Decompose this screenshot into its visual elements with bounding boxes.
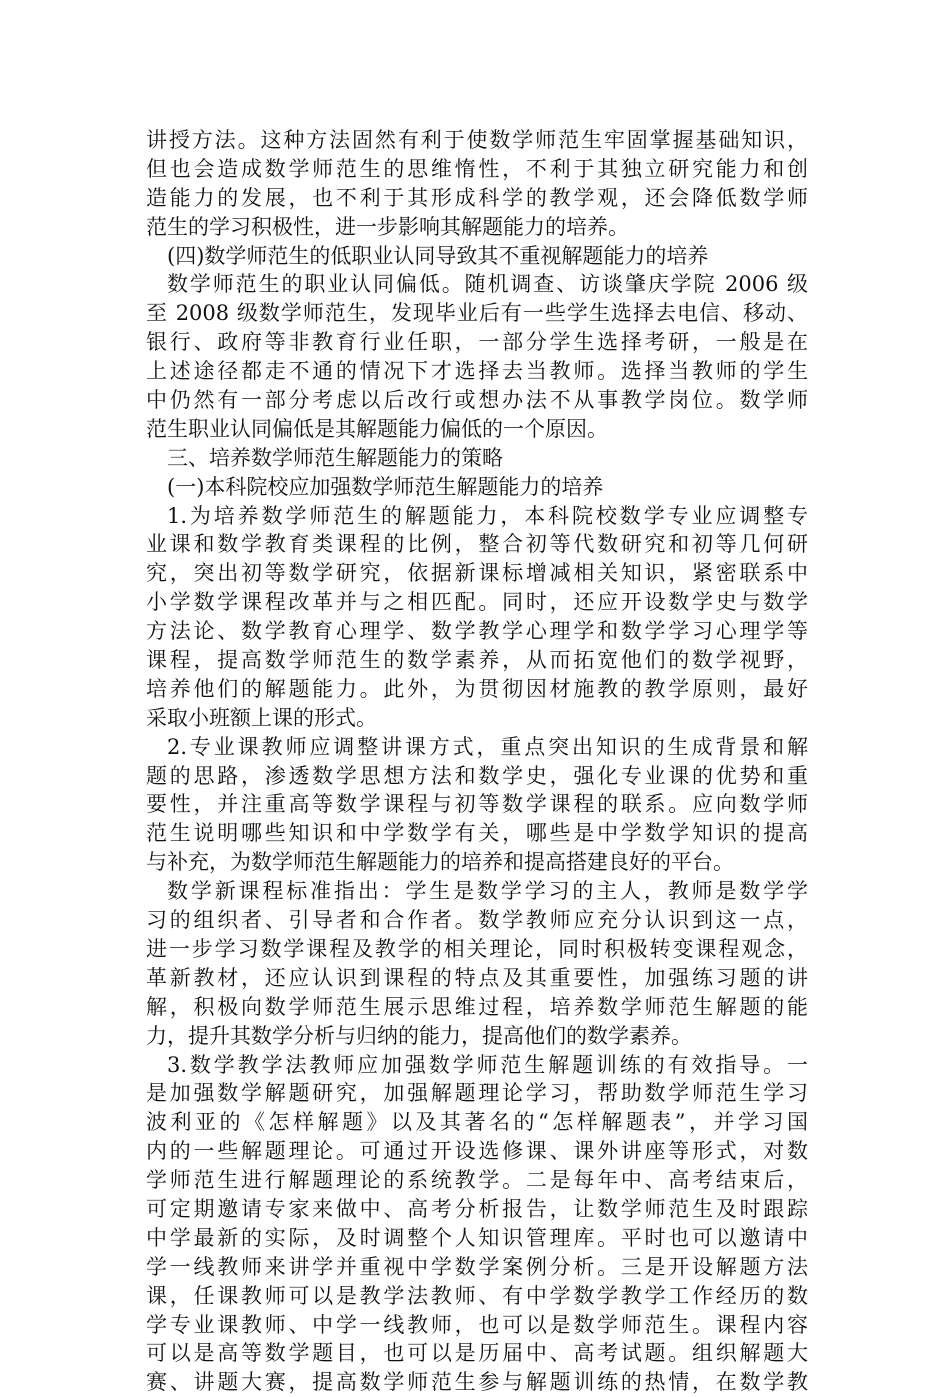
text-line: 中学最新的实际，及时调整个人知识管理库。平时也可以邀请中 bbox=[146, 1225, 808, 1250]
text-line: 但也会造成数学师范生的思维惰性，不利于其独立研究能力和创 bbox=[146, 156, 808, 181]
text-line: 至 2008 级数学师范生，发现毕业后有一些学生选择去电信、移动、 bbox=[146, 301, 808, 326]
text-line: 题的思路，渗透数学思想方法和数学史，强化专业课的优势和重 bbox=[146, 763, 808, 788]
text-line: 学一线教师来讲学并重视中学数学案例分析。三是开设解题方法 bbox=[146, 1254, 808, 1279]
text-line: 可定期邀请专家来做中、高考分析报告，让数学师范生及时跟踪 bbox=[146, 1196, 808, 1221]
text-line: 是加强数学解题研究，加强解题理论学习，帮助数学师范生学习 bbox=[146, 1081, 808, 1106]
text-line: 范生职业认同偏低是其解题能力偏低的一个原因。 bbox=[146, 416, 608, 441]
text-line: 力，提升其数学分析与归纳的能力，提高他们的数学素养。 bbox=[146, 1023, 692, 1048]
text-line: 三、培养数学师范生解题能力的策略 bbox=[167, 445, 503, 470]
text-line: 赛、讲题大赛，提高数学师范生参与解题训练的热情，在数学教 bbox=[146, 1370, 808, 1395]
text-line: 数学新课程标准指出：学生是数学学习的主人，教师是数学学 bbox=[167, 879, 808, 904]
text-line: 究，突出初等数学研究，依据新课标增减相关知识，紧密联系中 bbox=[146, 561, 808, 586]
text-line: 2.专业课教师应调整讲课方式，重点突出知识的生成背景和解 bbox=[167, 734, 808, 759]
text-line: 小学数学课程改革并与之相匹配。同时，还应开设数学史与数学 bbox=[146, 590, 808, 615]
text-line: 学专业课教师、中学一线教师，也可以是数学师范生。课程内容 bbox=[146, 1312, 808, 1337]
text-line: (四)数学师范生的低职业认同导致其不重视解题能力的培养 bbox=[167, 243, 709, 268]
text-line: 讲授方法。这种方法固然有利于使数学师范生牢固掌握基础知识， bbox=[146, 128, 808, 152]
text-line: 范生说明哪些知识和中学数学有关，哪些是中学数学知识的提高 bbox=[146, 821, 808, 846]
text-line: 培养他们的解题能力。此外，为贯彻因材施教的教学原则，最好 bbox=[146, 676, 808, 701]
text-line: 范生的学习积极性，进一步影响其解题能力的培养。 bbox=[146, 214, 629, 239]
text-line: 方法论、数学教育心理学、数学教学心理学和数学学习心理学等 bbox=[146, 619, 808, 644]
text-line: 课程，提高数学师范生的数学素养，从而拓宽他们的数学视野， bbox=[146, 648, 808, 673]
text-line: 中仍然有一部分考虑以后改行或想办法不从事教学岗位。数学师 bbox=[146, 388, 808, 413]
text-line: 采取小班额上课的形式。 bbox=[146, 705, 377, 730]
text-line: 革新教材，还应认识到课程的特点及其重要性，加强练习题的讲 bbox=[146, 965, 808, 990]
body-text bbox=[146, 126, 808, 1397]
text-line: 上述途径都走不通的情况下才选择去当教师。选择当教师的学生 bbox=[146, 359, 808, 384]
text-line: 习的组织者、引导者和合作者。数学教师应充分认识到这一点， bbox=[146, 908, 808, 933]
text-line: 数学师范生的职业认同偏低。随机调查、访谈肇庆学院 2006 级 bbox=[167, 272, 808, 297]
text-line: 波利亚的《怎样解题》以及其著名的“怎样解题表”，并学习国 bbox=[146, 1110, 808, 1135]
text-line: 造能力的发展，也不利于其形成科学的教学观，还会降低数学师 bbox=[146, 185, 808, 210]
text-line: 学师范生进行解题理论的系统教学。二是每年中、高考结束后， bbox=[146, 1168, 808, 1193]
text-line: 课，任课教师可以是教学法教师、有中学数学教学工作经历的数 bbox=[146, 1283, 808, 1308]
text-line: 进一步学习数学课程及教学的相关理论，同时积极转变课程观念， bbox=[146, 936, 808, 961]
text-line: 要性，并注重高等数学课程与初等数学课程的联系。应向数学师 bbox=[146, 792, 808, 817]
text-line: 与补充，为数学师范生解题能力的培养和提高搭建良好的平台。 bbox=[146, 850, 734, 875]
text-line: 银行、政府等非教育行业任职，一部分学生选择考研，一般是在 bbox=[146, 330, 808, 355]
text-line: 业课和数学教育类课程的比例，整合初等代数研究和初等几何研 bbox=[146, 532, 808, 557]
text-line: 1.为培养数学师范生的解题能力，本科院校数学专业应调整专 bbox=[167, 503, 808, 528]
text-line: 3.数学教学法教师应加强数学师范生解题训练的有效指导。一 bbox=[167, 1052, 808, 1077]
text-line: 内的一些解题理论。可通过开设选修课、课外讲座等形式，对数 bbox=[146, 1139, 808, 1164]
text-line: 解，积极向数学师范生展示思维过程，培养数学师范生解题的能 bbox=[146, 994, 808, 1019]
text-line: (一)本科院校应加强数学师范生解题能力的培养 bbox=[167, 474, 604, 499]
text-line: 可以是高等数学题目，也可以是历届中、高考试题。组织解题大 bbox=[146, 1341, 808, 1366]
